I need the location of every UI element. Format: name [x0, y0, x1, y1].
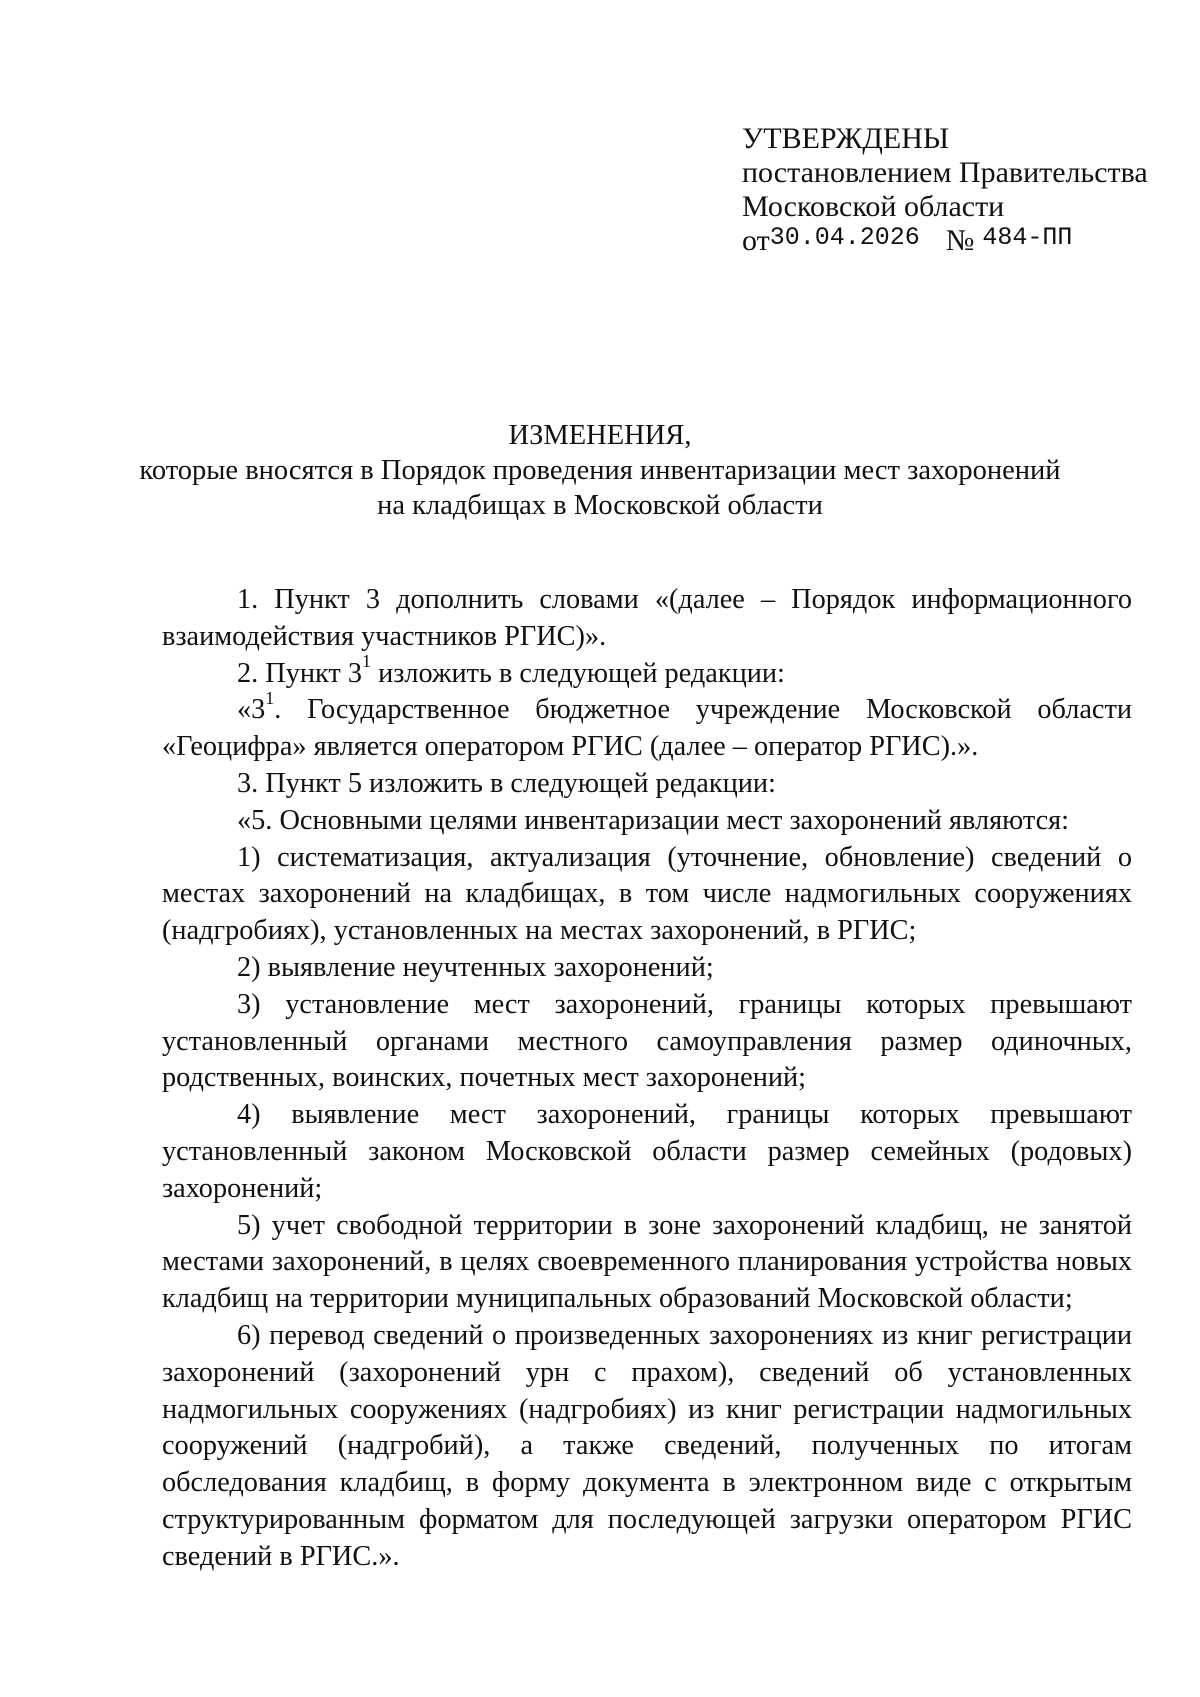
paragraph-2: [162, 651, 1132, 693]
approval-stamp: [742, 122, 1148, 261]
paragraph-9: 4) выявление мест захоронений, границы которых превышают установленный законом Московской области размер семейных (родовых) захоронений;: [162, 1099, 1132, 1204]
paragraph-2-end: изложить в следующей редакции:: [371, 657, 785, 689]
approval-number: 484-ПП: [982, 223, 1073, 252]
paragraph-3-end: . Государственное бюджетное учреждение Московской области «Геоцифра» является оператором РГИС (далее – оператор РГИС).».: [162, 694, 1132, 763]
paragraph-3: [162, 687, 1132, 766]
paragraph-10: 5) учет свободной территории в зоне захоронений кладбищ, не занятой местами захоронений, в целях своевременного планирования устройства новых кладбищ на территории муниципальных образований Московской области;: [162, 1209, 1132, 1315]
paragraph-6: 1) систематизация, актуализация (уточнение, обновление) сведений о местах захоронений на кладбищах, в том числе надмогильных сооружениях (надгробиях), установленных на местах захоронений, в РГИС;: [162, 841, 1132, 947]
paragraph-2-superscript: 1: [362, 651, 371, 672]
paragraph-11: 6) перевод сведений о произведенных захоронениях из книг регистрации захоронений (захоронений урн с прахом), сведений об установленных надмогильных сооружениях (надгробиях) из книг регистрации надмогильных сооружений (надгробий), а также сведений, полученных по итогам обследования кладбищ, в форму документа в электронном виде с открытым структурированным форматом для последующей загрузки оператором РГИС сведений в РГИС.».: [162, 1319, 1132, 1572]
paragraph-8: 3) установление мест захоронений, границы которых превышают установленный органами местного самоуправления размер одиночных, родственных, воинских, почетных мест захоронений;: [162, 988, 1132, 1094]
document-heading: [0, 418, 1200, 523]
document-body: [162, 582, 1132, 1576]
paragraph-7: 2) выявление неучтенных захоронений;: [237, 951, 714, 983]
date-prefix: от: [742, 224, 770, 257]
paragraph-2-start: 2. Пункт 3: [237, 657, 362, 689]
approval-title: УТВЕРЖДЕНЫ: [742, 122, 950, 155]
approval-line-2: Московской области: [742, 190, 1005, 223]
heading-line-2: на кладбищах в Московской области: [377, 490, 823, 521]
paragraph-1: 1. Пункт 3 дополнить словами «(далее – Порядок информационного взаимодействия участников РГИС)».: [162, 584, 1132, 652]
paragraph-4: 3. Пункт 5 изложить в следующей редакции:: [237, 767, 776, 799]
paragraph-3-start: «3: [237, 694, 266, 726]
heading-line-1: которые вносятся в Порядок проведения инвентаризации мест захоронений: [139, 455, 1061, 486]
approval-date-row: [742, 224, 1148, 261]
paragraph-5: «5. Основными целями инвентаризации мест захоронений являются:: [237, 804, 1070, 836]
paragraph-3-superscript: 1: [265, 687, 275, 708]
number-sign: №: [945, 224, 975, 257]
approval-line-1: постановлением Правительства: [742, 156, 1148, 189]
approval-date: 30.04.2026: [769, 223, 920, 252]
heading-title: ИЗМЕНЕНИЯ,: [508, 420, 692, 451]
